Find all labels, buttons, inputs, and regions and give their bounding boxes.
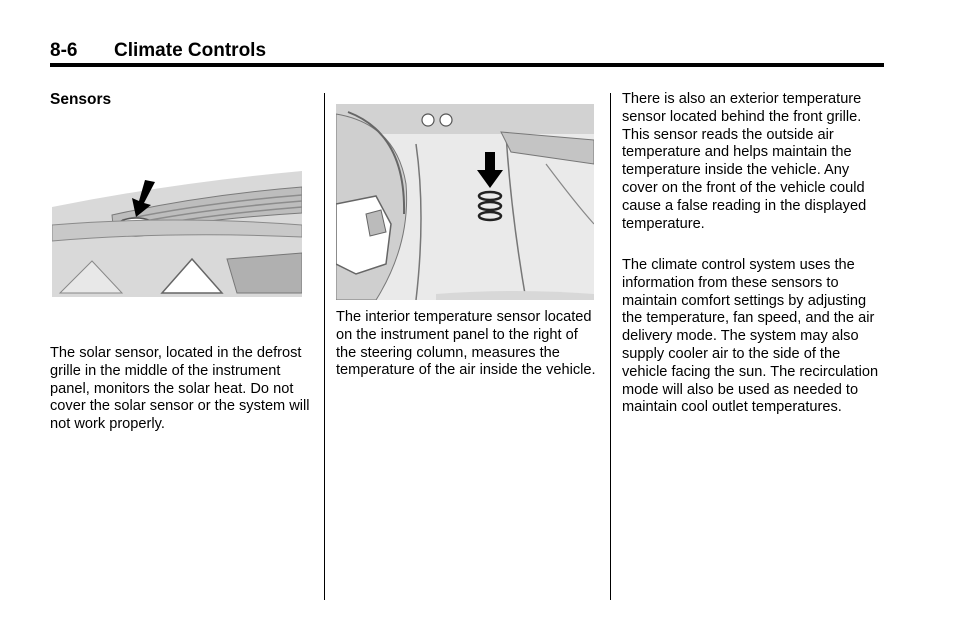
interior-sensor-illustration: [336, 104, 594, 300]
climate-system-paragraph: The climate control system uses the information from these sensors to maintain comfort settings by adjusting the temperature, fan speed, and the air delivery mode. The system may also supply cooler air to the side of the vehicle facing the sun. The recirculation mode will also be used as needed to maintain cool outlet temperatures.: [622, 257, 879, 416]
solar-sensor-illustration: [52, 165, 302, 297]
interior-sensor-paragraph: The interior temperature sensor located on the instrument panel to the right of the steering column, measures the temperature of the air inside the vehicle.: [336, 309, 596, 379]
header-rule: [50, 63, 884, 67]
page-number: 8-6: [50, 40, 78, 61]
column-divider-right: [610, 93, 611, 600]
solar-sensor-paragraph: The solar sensor, located in the defrost grille in the middle of the instrument panel, monitors the solar heat. Do not cover the solar sensor or the system will not work properly.: [50, 345, 310, 433]
page-title: Climate Controls: [114, 40, 267, 61]
exterior-sensor-paragraph: There is also an exterior temperature sensor located behind the front grille. This sensor reads the outside air temperature and helps maintain the temperature inside the vehicle. Any cover on the front of the vehicle could cause a false reading in the displayed temperature.: [622, 91, 867, 232]
page-header: [50, 38, 884, 66]
column-divider-left: [324, 93, 325, 600]
section-heading: Sensors: [50, 91, 112, 108]
